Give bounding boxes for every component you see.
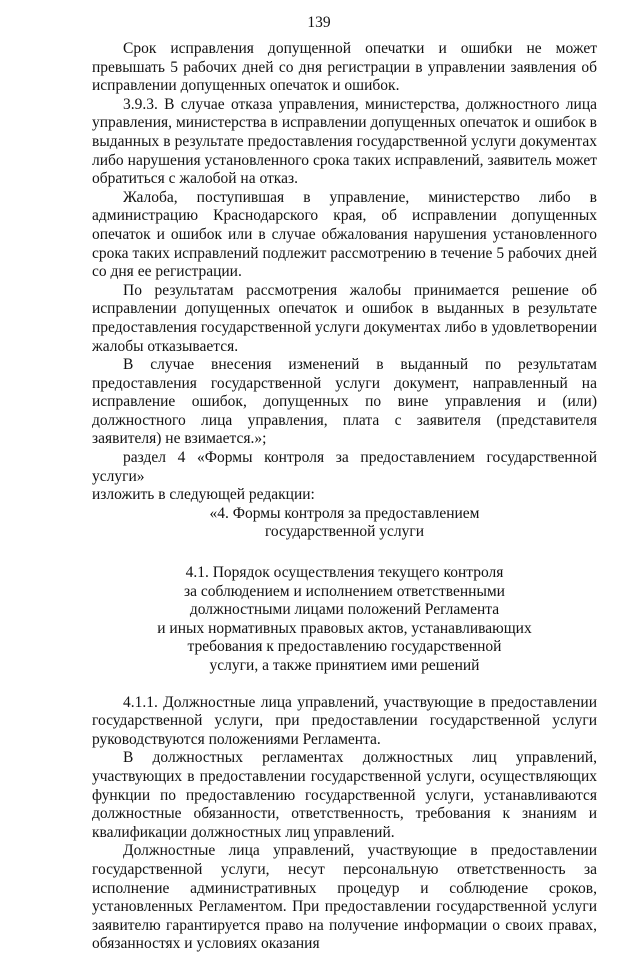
section-heading-line: государственной услуги bbox=[264, 523, 425, 541]
paragraph-complaint-result: По результатам рассмотрения жалобы принимается решение об исправлении допущенных опечаток и ошибок в выданных в результате предоставления государственной услуги документах либо в удовлетворении жалобы отказывается. bbox=[92, 281, 597, 355]
paragraph-correction-term: Срок исправления допущенной опечатки и ошибки не может превышать 5 рабочих дней со дня регистрации в управлении заявления об исправлении допущенных опечаток и ошибок. bbox=[92, 40, 597, 95]
document-body bbox=[92, 40, 597, 954]
subsection-heading-line: должностными лицами положений Регламента bbox=[189, 601, 500, 619]
subsection-heading-line: требования к предоставлению государственной bbox=[187, 638, 502, 656]
page-number: 139 bbox=[307, 14, 331, 31]
paragraph-section-4-intro: раздел 4 «Формы контроля за предоставлением государственной услуги» bbox=[92, 449, 597, 485]
clause-4-1-1: 4.1.1. Должностные лица управлений, участвующие в предоставлении государственной услуги, при предоставлении государственной услуги руководствуются положениями Регламента. bbox=[92, 693, 597, 748]
section-heading bbox=[92, 505, 597, 542]
paragraph-edit-instruction: изложить в следующей редакции: bbox=[92, 486, 315, 504]
paragraph-3-9-3: 3.9.3. В случае отказа управления, министерства, должностного лица управления, министерства в исправлении допущенных опечаток и ошибок в выданных в результате предоставления государственной услуги документах либо нарушения установленного срока таких исправлений, заявитель может обратиться с жалобой на отказ. bbox=[92, 95, 597, 188]
subsection-heading-line: 4.1. Порядок осуществления текущего контроля bbox=[185, 564, 504, 582]
paragraph-job-regulations: В должностных регламентах должностных лиц управлений, участвующих в предоставлении государственной услуги, осуществляющих функции по предоставлению государственной услуги, устанавливаются должностные обязанности, ответственность, требования к знаниям и квалификации должностных лиц управлений. bbox=[92, 749, 597, 841]
paragraph-responsibility: Должностные лица управлений, участвующие в предоставлении государственной услуги, несут персональную ответственность за исполнение административных процедур и соблюдение сроков, установленных Регламентом. При предоставлении государственной услуги заявителю гарантируется право на получение информации о своих правах, обязанностях и условиях оказания bbox=[92, 842, 597, 953]
subsection-heading-line: услуги, а также принятием ими решений bbox=[209, 657, 480, 674]
paragraph-complaint: Жалоба, поступившая в управление, министерство либо в администрацию Краснодарского края, об исправлении допущенных опечаток и ошибок или в случае обжалования нарушения установленного срока таких исправлений подлежит рассмотрению в течение 5 рабочих дней со дня ее регистрации. bbox=[92, 188, 597, 281]
paragraph-no-fee: В случае внесения изменений в выданный по результатам предоставления государственной услуги документ, направленный на исправление ошибок, допущенных по вине управления и (или) должностного лица управления, плата с заявителя (представителя заявителя) не взимается.»; bbox=[92, 356, 597, 448]
subsection-heading bbox=[92, 564, 597, 676]
subsection-heading-line: и иных нормативных правовых актов, устанавливающих bbox=[157, 619, 532, 637]
subsection-heading-line: за соблюдением и исполнением ответственными bbox=[184, 582, 505, 600]
section-heading-line: «4. Формы контроля за предоставлением bbox=[209, 504, 480, 522]
